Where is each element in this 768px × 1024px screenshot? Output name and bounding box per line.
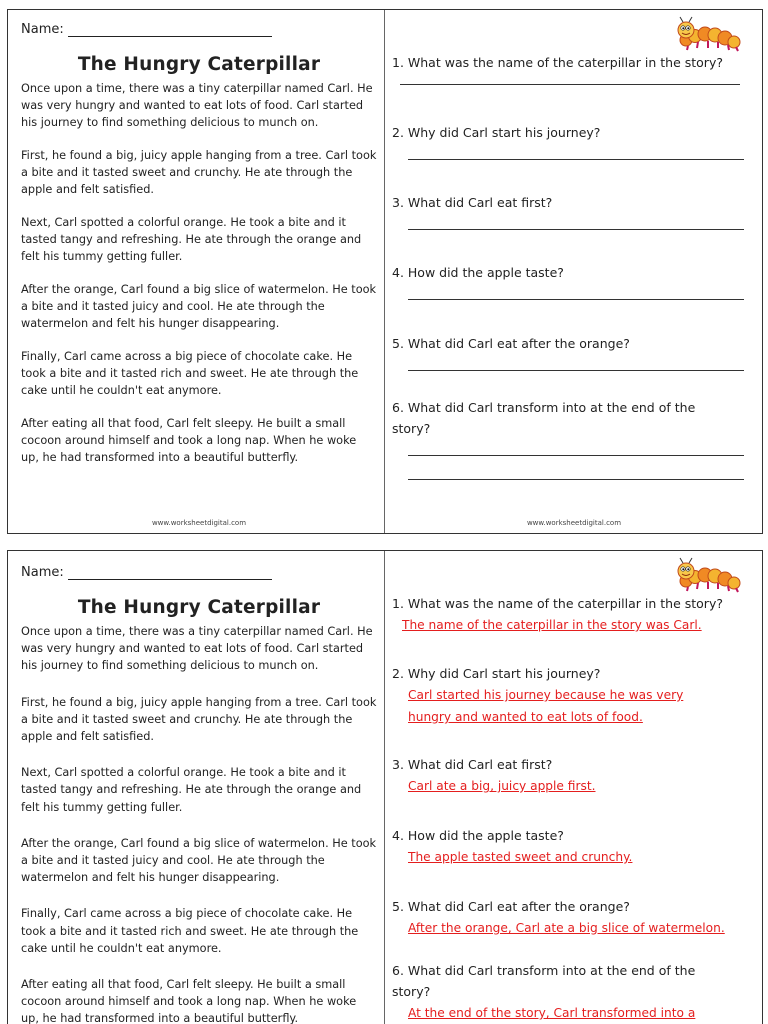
question-5 [392, 896, 752, 939]
question-4 [392, 825, 752, 868]
question-1 [392, 52, 752, 85]
question-text: 4. How did the apple taste? [392, 828, 564, 843]
question-text: 1. What was the name of the caterpillar in the story? [392, 55, 723, 70]
story-text [21, 80, 377, 482]
story-paragraph: After the orange, Carl found a big slice of watermelon. He took a bite and it tasted juicy and cool. He ate through the watermelon and felt his hunger disappearing. [21, 283, 377, 330]
story-paragraph: Finally, Carl came across a big piece of chocolate cake. He took a bite and it tasted rich and sweet. He ate through the cake until he couldn't eat anymore. [21, 907, 359, 955]
story-paragraph: Next, Carl spotted a colorful orange. He took a bite and it tasted tangy and refreshing. He ate through the orange and felt his tummy getting fuller. [21, 766, 362, 814]
name-label: Name: [21, 22, 64, 37]
question-text: 1. What was the name of the caterpillar in the story? [392, 596, 723, 611]
answer-line[interactable] [408, 298, 744, 300]
answer-line[interactable] [408, 478, 744, 480]
caterpillar-icon [676, 16, 748, 52]
name-rule [68, 567, 272, 580]
story-title: The Hungry Caterpillar [77, 54, 321, 75]
answer-text: hungry and wanted to eat lots of food. [408, 710, 643, 724]
story-paragraph: Next, Carl spotted a colorful orange. He took a bite and it tasted tangy and refreshing. He ate through the orange and felt his tummy getting fuller. [21, 216, 362, 263]
story-paragraph: Once upon a time, there was a tiny caterpillar named Carl. He was very hungry and wanted to eat lots of food. Carl started his journey to find something delicious to munch on. [21, 82, 373, 129]
answer-line[interactable] [408, 369, 744, 371]
story-paragraph: First, he found a big, juicy apple hanging from a tree. Carl took a bite and it tasted sweet and crunchy. He ate through the apple and felt satisfied. [21, 149, 377, 196]
story-paragraph: After the orange, Carl found a big slice of watermelon. He took a bite and it tasted juicy and cool. He ate through the watermelon and felt his hunger disappearing. [21, 836, 377, 885]
question-6 [392, 960, 732, 1024]
footer-url: www.worksheetdigital.com [151, 519, 247, 527]
question-text: 4. How did the apple taste? [392, 265, 564, 280]
column-divider [384, 10, 385, 533]
answer-text: The apple tasted sweet and crunchy. [408, 850, 633, 864]
worksheet-blank [7, 9, 763, 534]
answer-line[interactable] [408, 228, 744, 230]
question-4 [392, 262, 752, 300]
story-paragraph: Once upon a time, there was a tiny caterpillar named Carl. He was very hungry and wanted to eat lots of food. Carl started his journey to find something delicious to munch on. [21, 625, 373, 673]
name-field[interactable] [21, 565, 272, 580]
question-5 [392, 333, 752, 371]
story-paragraph: Finally, Carl came across a big piece of chocolate cake. He took a bite and it tasted rich and sweet. He ate through the cake until he couldn't eat anymore. [21, 350, 359, 397]
question-1 [392, 593, 752, 636]
answer-line[interactable] [408, 454, 744, 456]
question-text: 5. What did Carl eat after the orange? [392, 899, 630, 914]
question-text: 6. What did Carl transform into at the end of the story? [392, 400, 696, 436]
answer-text: Carl started his journey because he was very [408, 688, 684, 702]
story-title: The Hungry Caterpillar [77, 597, 321, 618]
question-text: 3. What did Carl eat first? [392, 757, 553, 772]
question-text: 2. Why did Carl start his journey? [392, 125, 601, 140]
question-2 [392, 663, 752, 728]
name-field[interactable] [21, 22, 272, 37]
name-label: Name: [21, 565, 64, 580]
worksheet-answer-key [7, 550, 763, 1024]
answer-text: The name of the caterpillar in the story was Carl. [402, 618, 702, 632]
question-text: 3. What did Carl eat first? [392, 195, 553, 210]
story-paragraph: After eating all that food, Carl felt sleepy. He built a small cocoon around himself and took a long nap. When he woke up, he had transformed into a beautiful butterfly. [21, 417, 357, 464]
question-2 [392, 122, 752, 160]
answer-line[interactable] [408, 158, 744, 160]
answer-text: Carl ate a big, juicy apple first. [408, 779, 596, 793]
story-paragraph: After eating all that food, Carl felt sleepy. He built a small cocoon around himself and took a long nap. When he woke up, he had transformed into a beautiful butterfly. [21, 978, 357, 1024]
story-paragraph: First, he found a big, juicy apple hanging from a tree. Carl took a bite and it tasted sweet and crunchy. He ate through the apple and felt satisfied. [21, 695, 377, 744]
question-text: 5. What did Carl eat after the orange? [392, 336, 630, 351]
question-text: 2. Why did Carl start his journey? [392, 666, 601, 681]
story-text [21, 623, 377, 1024]
answer-text: After the orange, Carl ate a big slice of watermelon. [408, 921, 725, 935]
question-text: 6. What did Carl transform into at the end of the story? [392, 963, 696, 999]
question-3 [392, 754, 752, 797]
column-divider [384, 551, 385, 1024]
answer-text: At the end of the story, Carl transformed into a [408, 1006, 696, 1020]
name-rule [68, 24, 272, 37]
question-6 [392, 397, 732, 480]
answer-line[interactable] [400, 83, 740, 85]
caterpillar-icon [676, 557, 748, 593]
question-3 [392, 192, 752, 230]
footer-url: www.worksheetdigital.com [526, 519, 622, 527]
